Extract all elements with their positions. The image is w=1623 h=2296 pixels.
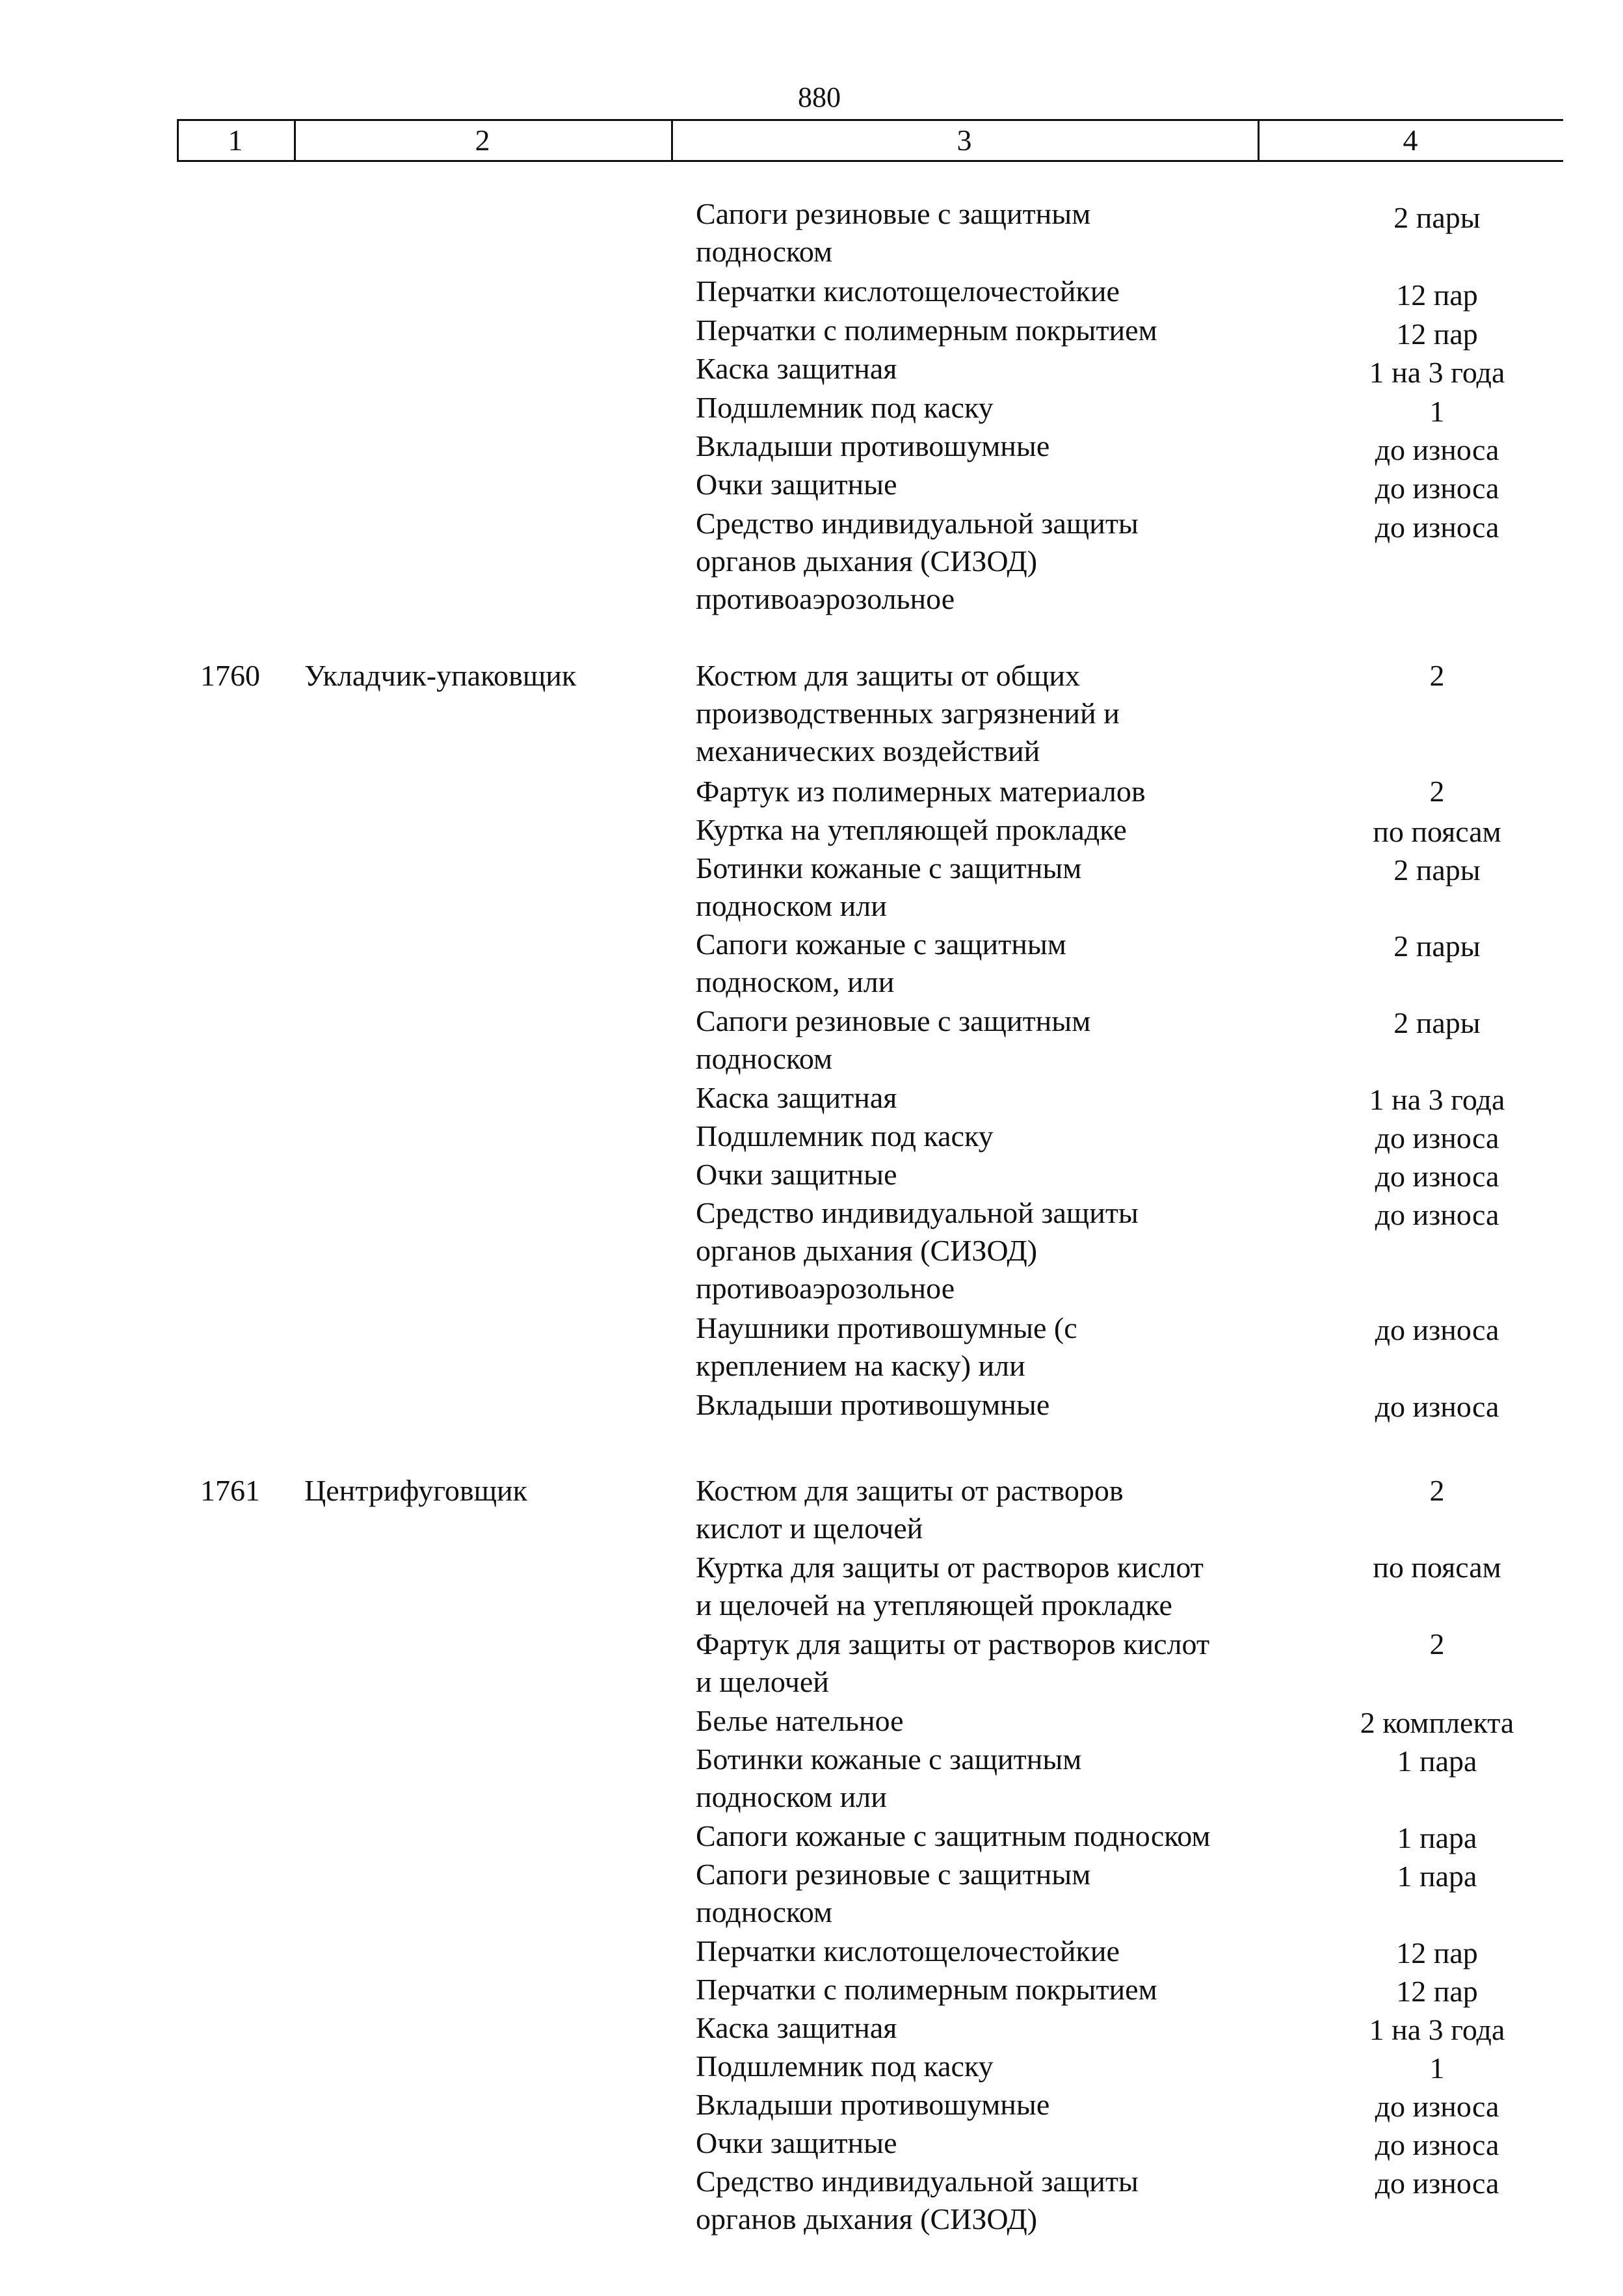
row-item: Каска защитная — [696, 352, 897, 385]
row-norm: до износа — [1375, 511, 1499, 544]
row-norm: до износа — [1375, 433, 1499, 466]
row-norm: 2 комплекта — [1360, 1706, 1514, 1739]
row-item: Подшлемник под каску — [696, 391, 994, 424]
row-item: Перчатки кислотощелочестойкие — [696, 1934, 1120, 1968]
row-item: Фартук для защиты от растворов кислот и щелочей — [696, 1627, 1210, 1698]
row-norm: 2 пары — [1393, 853, 1481, 887]
row-norm: до износа — [1375, 1198, 1499, 1231]
row-item: Перчатки с полимерным покрытием — [696, 314, 1157, 347]
row-item: Вкладыши противошумные — [696, 2088, 1050, 2121]
header-col-4: 4 — [1403, 124, 1418, 157]
row-item: Сапоги кожаные с защитным подноском — [696, 1819, 1211, 1852]
row-item: Подшлемник под каску — [696, 1119, 994, 1153]
row-item: Перчатки кислотощелочестойкие — [696, 274, 1120, 308]
row-item: Подшлемник под каску — [696, 2049, 994, 2083]
header-col-1: 1 — [228, 124, 243, 157]
row-item: Сапоги резиновые с защитным подноском — [696, 197, 1091, 268]
row-norm: до износа — [1375, 1313, 1499, 1346]
row-norm: 2 пары — [1393, 929, 1481, 963]
row-item: Каска защитная — [696, 1081, 897, 1114]
row-norm: 1 — [1429, 395, 1445, 428]
row-norm: 1 пара — [1397, 1860, 1477, 1893]
row-item: Куртка на утепляющей прокладке — [696, 813, 1127, 846]
row-norm: 2 — [1429, 1627, 1445, 1661]
row-item: Ботинки кожаные с защитным подноском или — [696, 1742, 1082, 1813]
row-item: Сапоги резиновые с защитным подноском — [696, 1858, 1091, 1929]
row-norm: до износа — [1375, 2090, 1499, 2123]
row-norm: 1 пара — [1397, 1821, 1477, 1854]
row-item: Фартук из полимерных материалов — [696, 775, 1146, 808]
row-norm: до износа — [1375, 2128, 1499, 2161]
row-item: Вкладыши противошумные — [696, 429, 1050, 462]
row-item: Наушники противошумные (с креплением на каску) или — [696, 1311, 1077, 1382]
row-item: Сапоги кожаные с защитным подноском, или — [696, 928, 1066, 998]
page-number: 880 — [798, 81, 841, 113]
row-norm: до износа — [1375, 1160, 1499, 1193]
row-profession: Центрифуговщик — [304, 1474, 528, 1507]
row-norm: 1 — [1429, 2051, 1445, 2085]
row-code: 1760 — [200, 659, 260, 692]
row-norm: до износа — [1375, 472, 1499, 505]
row-norm: 12 пар — [1396, 1975, 1478, 2008]
row-item: Белье нательное — [696, 1704, 904, 1737]
header-col-2: 2 — [475, 124, 490, 157]
row-code: 1761 — [200, 1474, 260, 1507]
row-item: Средство индивидуальной защиты органов дыхания (СИЗОД) противоаэрозольное — [696, 507, 1139, 615]
row-norm: до износа — [1375, 1121, 1499, 1155]
row-norm: до износа — [1375, 2167, 1499, 2200]
row-item: Куртка для защиты от растворов кислот и щелочей на утепляющей прокладке — [696, 1551, 1204, 1622]
row-item: Перчатки с полимерным покрытием — [696, 1973, 1157, 2006]
row-item: Ботинки кожаные с защитным подноском или — [696, 851, 1082, 922]
row-norm: по поясам — [1373, 1551, 1501, 1584]
row-profession: Укладчик-упаковщик — [304, 659, 577, 692]
row-item: Средство индивидуальной защиты органов дыхания (СИЗОД) противоаэрозольное — [696, 1196, 1139, 1305]
row-norm: 2 — [1429, 1474, 1445, 1507]
row-norm: 1 пара — [1397, 1744, 1477, 1778]
row-item: Очки защитные — [696, 1158, 897, 1191]
header-col-3: 3 — [957, 124, 972, 157]
row-norm: 12 пар — [1396, 1936, 1478, 1969]
row-norm: 2 пары — [1393, 1006, 1481, 1039]
row-norm: 2 — [1429, 659, 1445, 692]
row-norm: 1 на 3 года — [1369, 2013, 1505, 2046]
row-item: Костюм для защиты от растворов кислот и щелочей — [696, 1474, 1124, 1545]
row-item: Очки защитные — [696, 2126, 897, 2159]
row-item: Вкладыши противошумные — [696, 1388, 1050, 1421]
row-item: Средство индивидуальной защиты органов дыхания (СИЗОД) — [696, 2165, 1139, 2236]
row-item: Каска защитная — [696, 2011, 897, 2044]
row-norm: 2 — [1429, 775, 1445, 808]
row-norm: 2 пары — [1393, 201, 1481, 234]
row-norm: до износа — [1375, 1390, 1499, 1423]
table-header — [177, 119, 1563, 162]
row-norm: 1 на 3 года — [1369, 356, 1505, 389]
row-item: Очки защитные — [696, 468, 897, 501]
row-norm: 12 пар — [1396, 278, 1478, 312]
row-item: Сапоги резиновые с защитным подноском — [696, 1004, 1091, 1075]
row-norm: 12 пар — [1396, 317, 1478, 351]
row-norm: по поясам — [1373, 815, 1501, 848]
row-norm: 1 на 3 года — [1369, 1083, 1505, 1116]
row-item: Костюм для защиты от общих производственных загрязнений и механических воздействий — [696, 659, 1120, 768]
